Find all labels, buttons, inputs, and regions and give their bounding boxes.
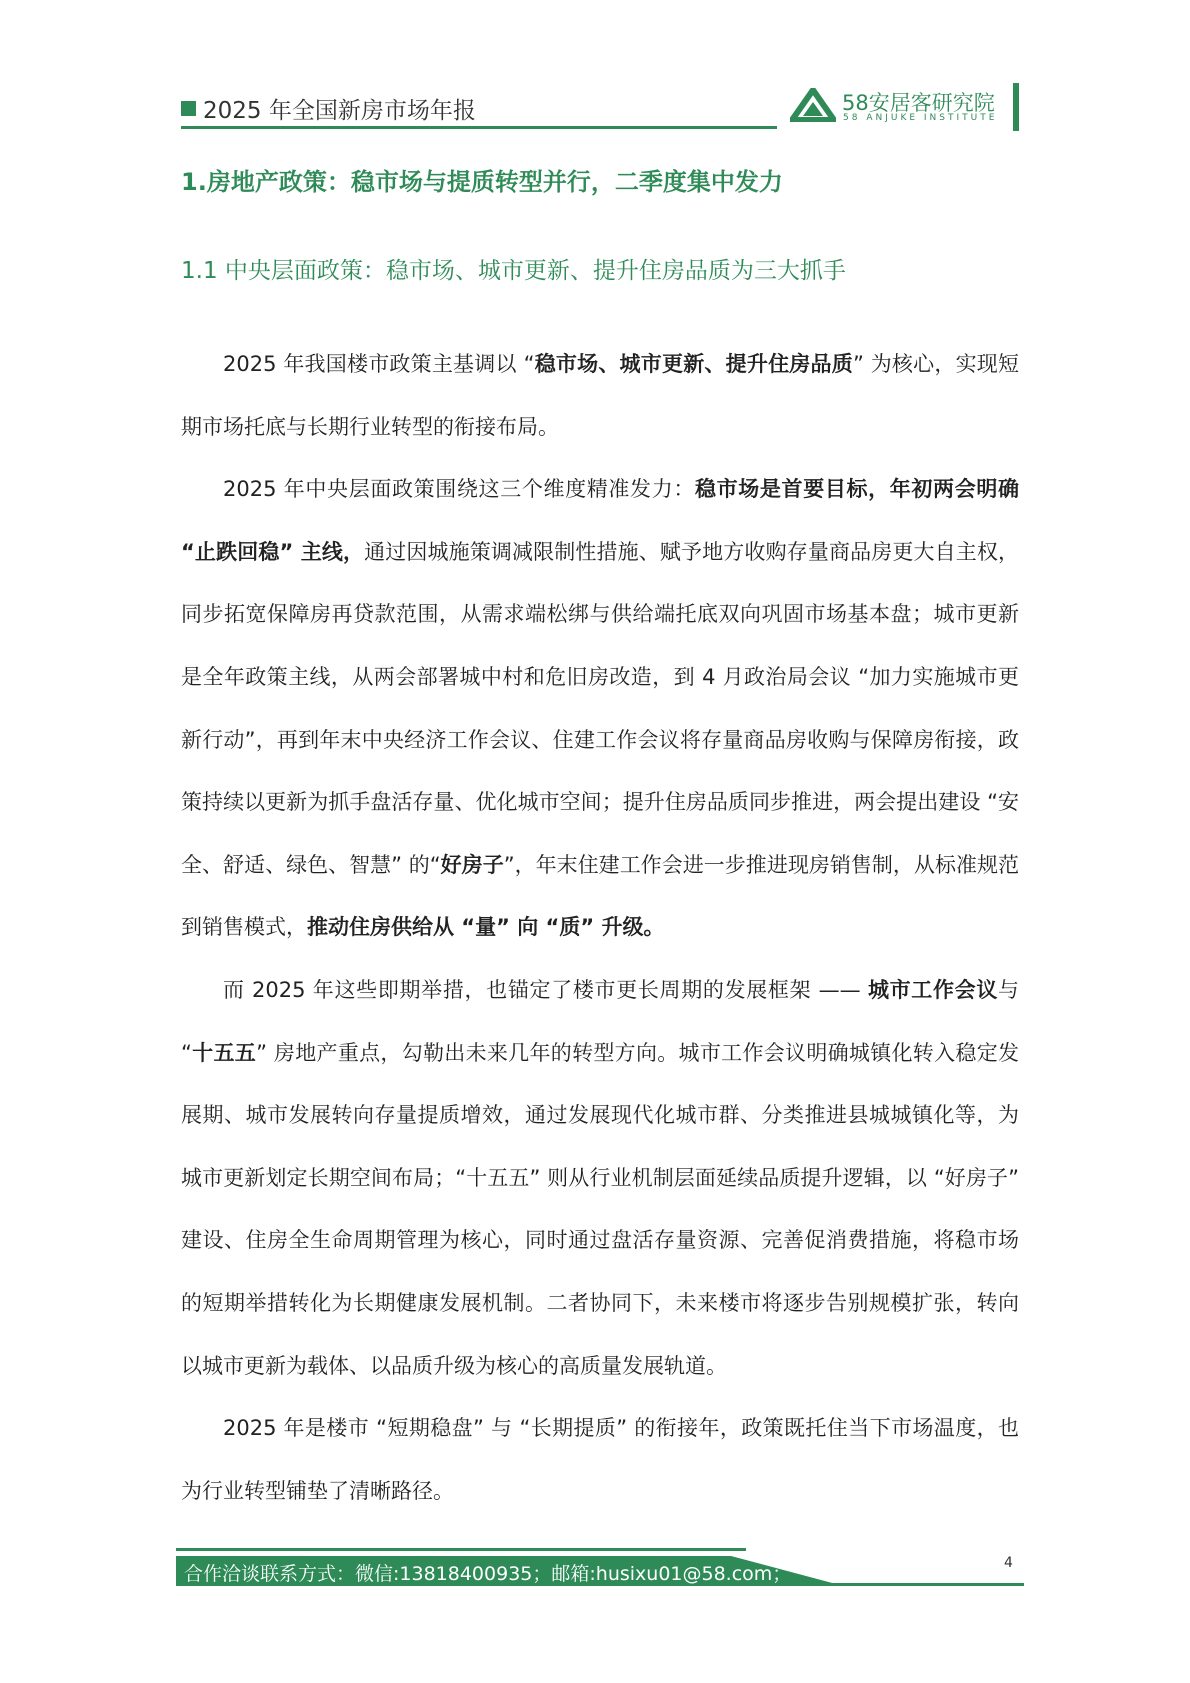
logo-mark-icon: [790, 88, 836, 122]
paragraph-2: 2025 年中央层面政策围绕这三个维度精准发力：稳市场是首要目标，年初两会明确 “止跌回稳” 主线，通过因城施策调减限制性措施、赋予地方收购存量商品房更大自主权，同步拓宽保障房再贷款范围，从需求端松绑与供给端托底双向巩固市场基本盘；城市更新是全年政策主线，从两会部署城中村和危旧房改造，到 4 月政治局会议 “加力实施城市更新行动”，再到年末中央经济工作会议、住建工作会议将存量商品房收购与保障房衔接，政策持续以更新为抓手盘活存量、优化城市空间；提升住房品质同步推进，两会提出建设 “安全、舒适、绿色、智慧” 的“好房子”，年末住建工作会进一步推进现房销售制，从标准规范到销售模式，推动住房供给从 “量” 向 “质” 升级。: [181, 477, 1019, 940]
header-accent-bar: [1013, 83, 1019, 131]
logo-text-cn: 58安居客研究院: [842, 91, 995, 115]
title-square-icon: [181, 101, 196, 116]
footer-band: [176, 1556, 1024, 1586]
footer-rule: [176, 1548, 746, 1551]
subsection-heading: 1.1 中央层面政策：稳市场、城市更新、提升住房品质为三大抓手: [181, 258, 846, 284]
footer-contact: 合作洽谈联系方式：微信:13818400935；邮箱:husixu01@58.com；: [184, 1563, 792, 1585]
body-text: [181, 333, 1019, 1522]
paragraph-4: 2025 年是楼市 “短期稳盘” 与 “长期提质” 的衔接年，政策既托住当下市场温度，也为行业转型铺垫了清晰路径。: [181, 1416, 1019, 1503]
paragraph-1: 2025 年我国楼市政策主基调以 “稳市场、城市更新、提升住房品质” 为核心，实现短期市场托底与长期行业转型的衔接布局。: [181, 352, 1019, 439]
paragraph-3: 而 2025 年这些即期举措，也锚定了楼市更长周期的发展框架 —— 城市工作会议与 “十五五” 房地产重点，勾勒出未来几年的转型方向。城市工作会议明确城镇化转入稳定发展期、城市发展转向存量提质增效，通过发展现代化城市群、分类推进县城城镇化等，为城市更新划定长期空间布局；“十五五” 则从行业机制层面延续品质提升逻辑，以 “好房子” 建设、住房全生命周期管理为核心，同时通过盘活存量资源、完善促消费措施，将稳市场的短期举措转化为长期健康发展机制。二者协同下，未来楼市将逐步告别规模扩张，转向以城市更新为载体、以品质升级为核心的高质量发展轨道。: [181, 977, 1019, 1378]
logo-text-en: 58 ANJUKE INSTITUTE: [843, 113, 998, 123]
logo: [790, 85, 1005, 127]
header-rule: [181, 126, 777, 129]
page-number: 4: [1004, 1555, 1013, 1571]
report-title: [181, 92, 476, 125]
section-heading: 1.房地产政策：稳市场与提质转型并行，二季度集中发力: [181, 168, 783, 196]
report-title-text: 2025 年全国新房市场年报: [203, 98, 476, 124]
